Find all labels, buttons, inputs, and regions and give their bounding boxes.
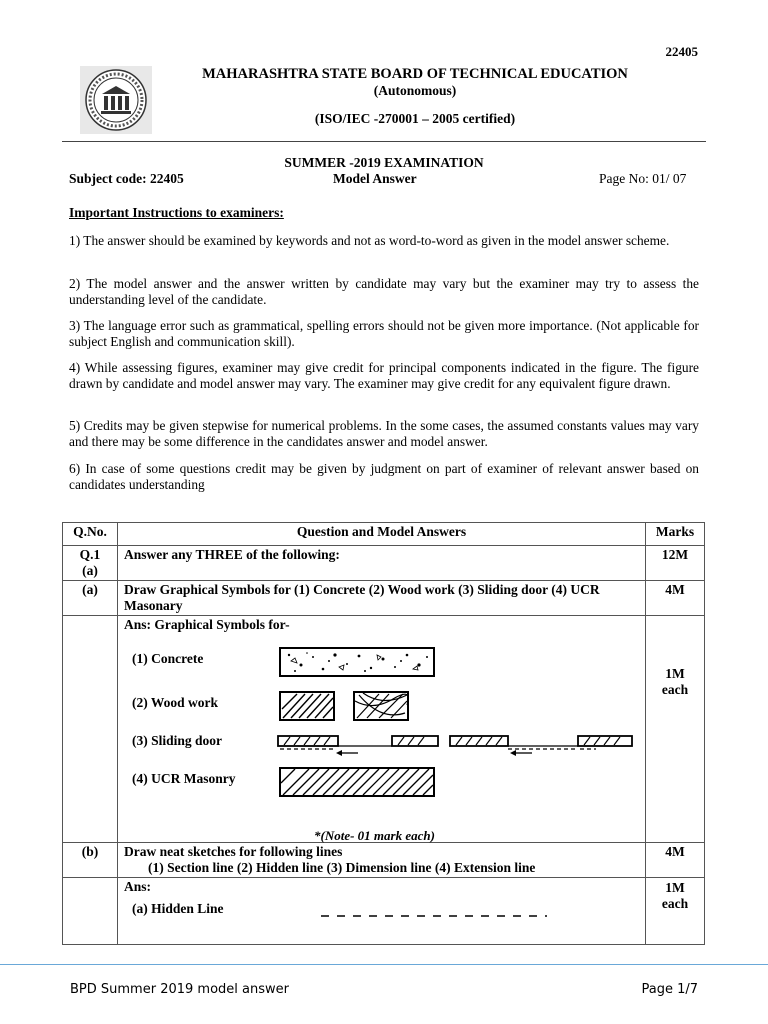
- header-divider: [62, 141, 706, 142]
- footer-divider: [0, 964, 768, 965]
- table-row: [63, 843, 705, 878]
- symbol-label-sliding-door: (3) Sliding door: [132, 733, 223, 748]
- qno-cell: [63, 546, 118, 581]
- header-question: Question and Model Answers: [118, 523, 646, 546]
- header-marks: Marks: [646, 523, 705, 546]
- model-answer-label: Model Answer: [333, 171, 417, 186]
- symbol-label-ucr-masonry: (4) UCR Masonry: [132, 771, 236, 786]
- hidden-line-area: [124, 895, 639, 943]
- wood-work-symbol-2: [353, 691, 409, 721]
- iso-label: (ISO/IEC -270001 – 2005 certified): [314, 111, 516, 126]
- hidden-line-symbol: [319, 913, 549, 919]
- answer-table: [62, 522, 705, 945]
- instruction-item: 5) Credits may be given stepwise for numerical problems. In the some cases, the assumed constants values may vary and there may be some difference in the candidates answer and model answer.: [69, 418, 699, 449]
- qa-answer-title: Ans: Graphical Symbols for-: [124, 617, 290, 632]
- subject-code: Subject code: 22405: [69, 171, 184, 186]
- qb-answer-cell: [118, 878, 646, 945]
- qb-answer-title: Ans:: [124, 879, 152, 894]
- autonomous-label: (Autonomous): [373, 83, 457, 98]
- ucr-masonry-symbol: [279, 767, 435, 797]
- instruction-item: 6) In case of some questions credit may be given by judgment on part of examiner of relevant answer based on candidates understanding: [69, 461, 699, 492]
- q1-number: Q.1: [79, 547, 101, 562]
- header-qno: Q.No.: [63, 523, 118, 546]
- symbols-area: [124, 633, 639, 841]
- table-row: [63, 581, 705, 616]
- qb-number: (b): [63, 843, 118, 878]
- q1-sub: (a): [82, 563, 98, 578]
- sliding-door-symbol: [276, 733, 636, 757]
- table-row: [63, 546, 705, 581]
- qb-text: Draw neat sketches for following lines: [124, 844, 343, 859]
- footer-title: BPD Summer 2019 model answer: [70, 982, 289, 997]
- instruction-item: 4) While assessing figures, examiner may give credit for principal components indicated in the figure. The figure drawn by candidate and model answer may vary. The examiner may give credit for any equivalent figure drawn.: [69, 360, 699, 391]
- footer-page: Page 1/7: [641, 982, 698, 997]
- table-header-row: [63, 523, 705, 546]
- symbol-label-concrete: (1) Concrete: [132, 651, 204, 666]
- qb-answer-marks: 1M: [665, 880, 685, 895]
- exam-title: SUMMER -2019 EXAMINATION: [284, 155, 484, 170]
- concrete-symbol: [279, 647, 435, 677]
- qa-text: Draw Graphical Symbols for (1) Concrete (2) Wood work (3) Sliding door (4) UCR Masonary: [118, 581, 646, 616]
- qa-answer-cell: [118, 616, 646, 843]
- q1-marks: 12M: [646, 546, 705, 581]
- paper-code: 22405: [665, 44, 698, 59]
- instructions-title: Important Instructions to examiners:: [69, 205, 284, 220]
- instruction-item: 3) The language error such as grammatical, spelling errors should not be given more importance. (Not applicable for subject English and communication skill).: [69, 318, 699, 349]
- qa-number: (a): [63, 581, 118, 616]
- qb-text-lines: (1) Section line (2) Hidden line (3) Dimension line (4) Extension line: [148, 860, 536, 875]
- qa-answer-marks-cell: [646, 616, 705, 843]
- table-row: [63, 616, 705, 843]
- qa-answer-marks-each: each: [661, 682, 689, 697]
- qb-text-cell: [118, 843, 646, 878]
- qb-marks: 4M: [646, 843, 705, 878]
- table-row: [63, 878, 705, 945]
- board-title: MAHARASHTRA STATE BOARD OF TECHNICAL EDUCATION: [202, 66, 628, 82]
- qb-answer-marks-each: each: [661, 896, 689, 911]
- qa-answer-marks: 1M: [665, 666, 685, 681]
- qa-note: *(Note- 01 mark each): [314, 828, 435, 843]
- msbte-logo: [80, 66, 152, 134]
- qa-marks: 4M: [646, 581, 705, 616]
- instruction-item: 1) The answer should be examined by keywords and not as word-to-word as given in the model answer scheme.: [69, 233, 670, 248]
- instruction-item: 2) The model answer and the answer written by candidate may vary but the examiner may try to assess the understanding level of the candidate.: [69, 276, 699, 307]
- qb-answer-marks-cell: [646, 878, 705, 945]
- q1-text: Answer any THREE of the following:: [118, 546, 646, 581]
- page-number: Page No: 01/ 07: [599, 171, 687, 186]
- symbol-label-wood: (2) Wood work: [132, 695, 219, 710]
- hidden-line-label: (a) Hidden Line: [132, 901, 224, 916]
- wood-work-symbol-1: [279, 691, 335, 721]
